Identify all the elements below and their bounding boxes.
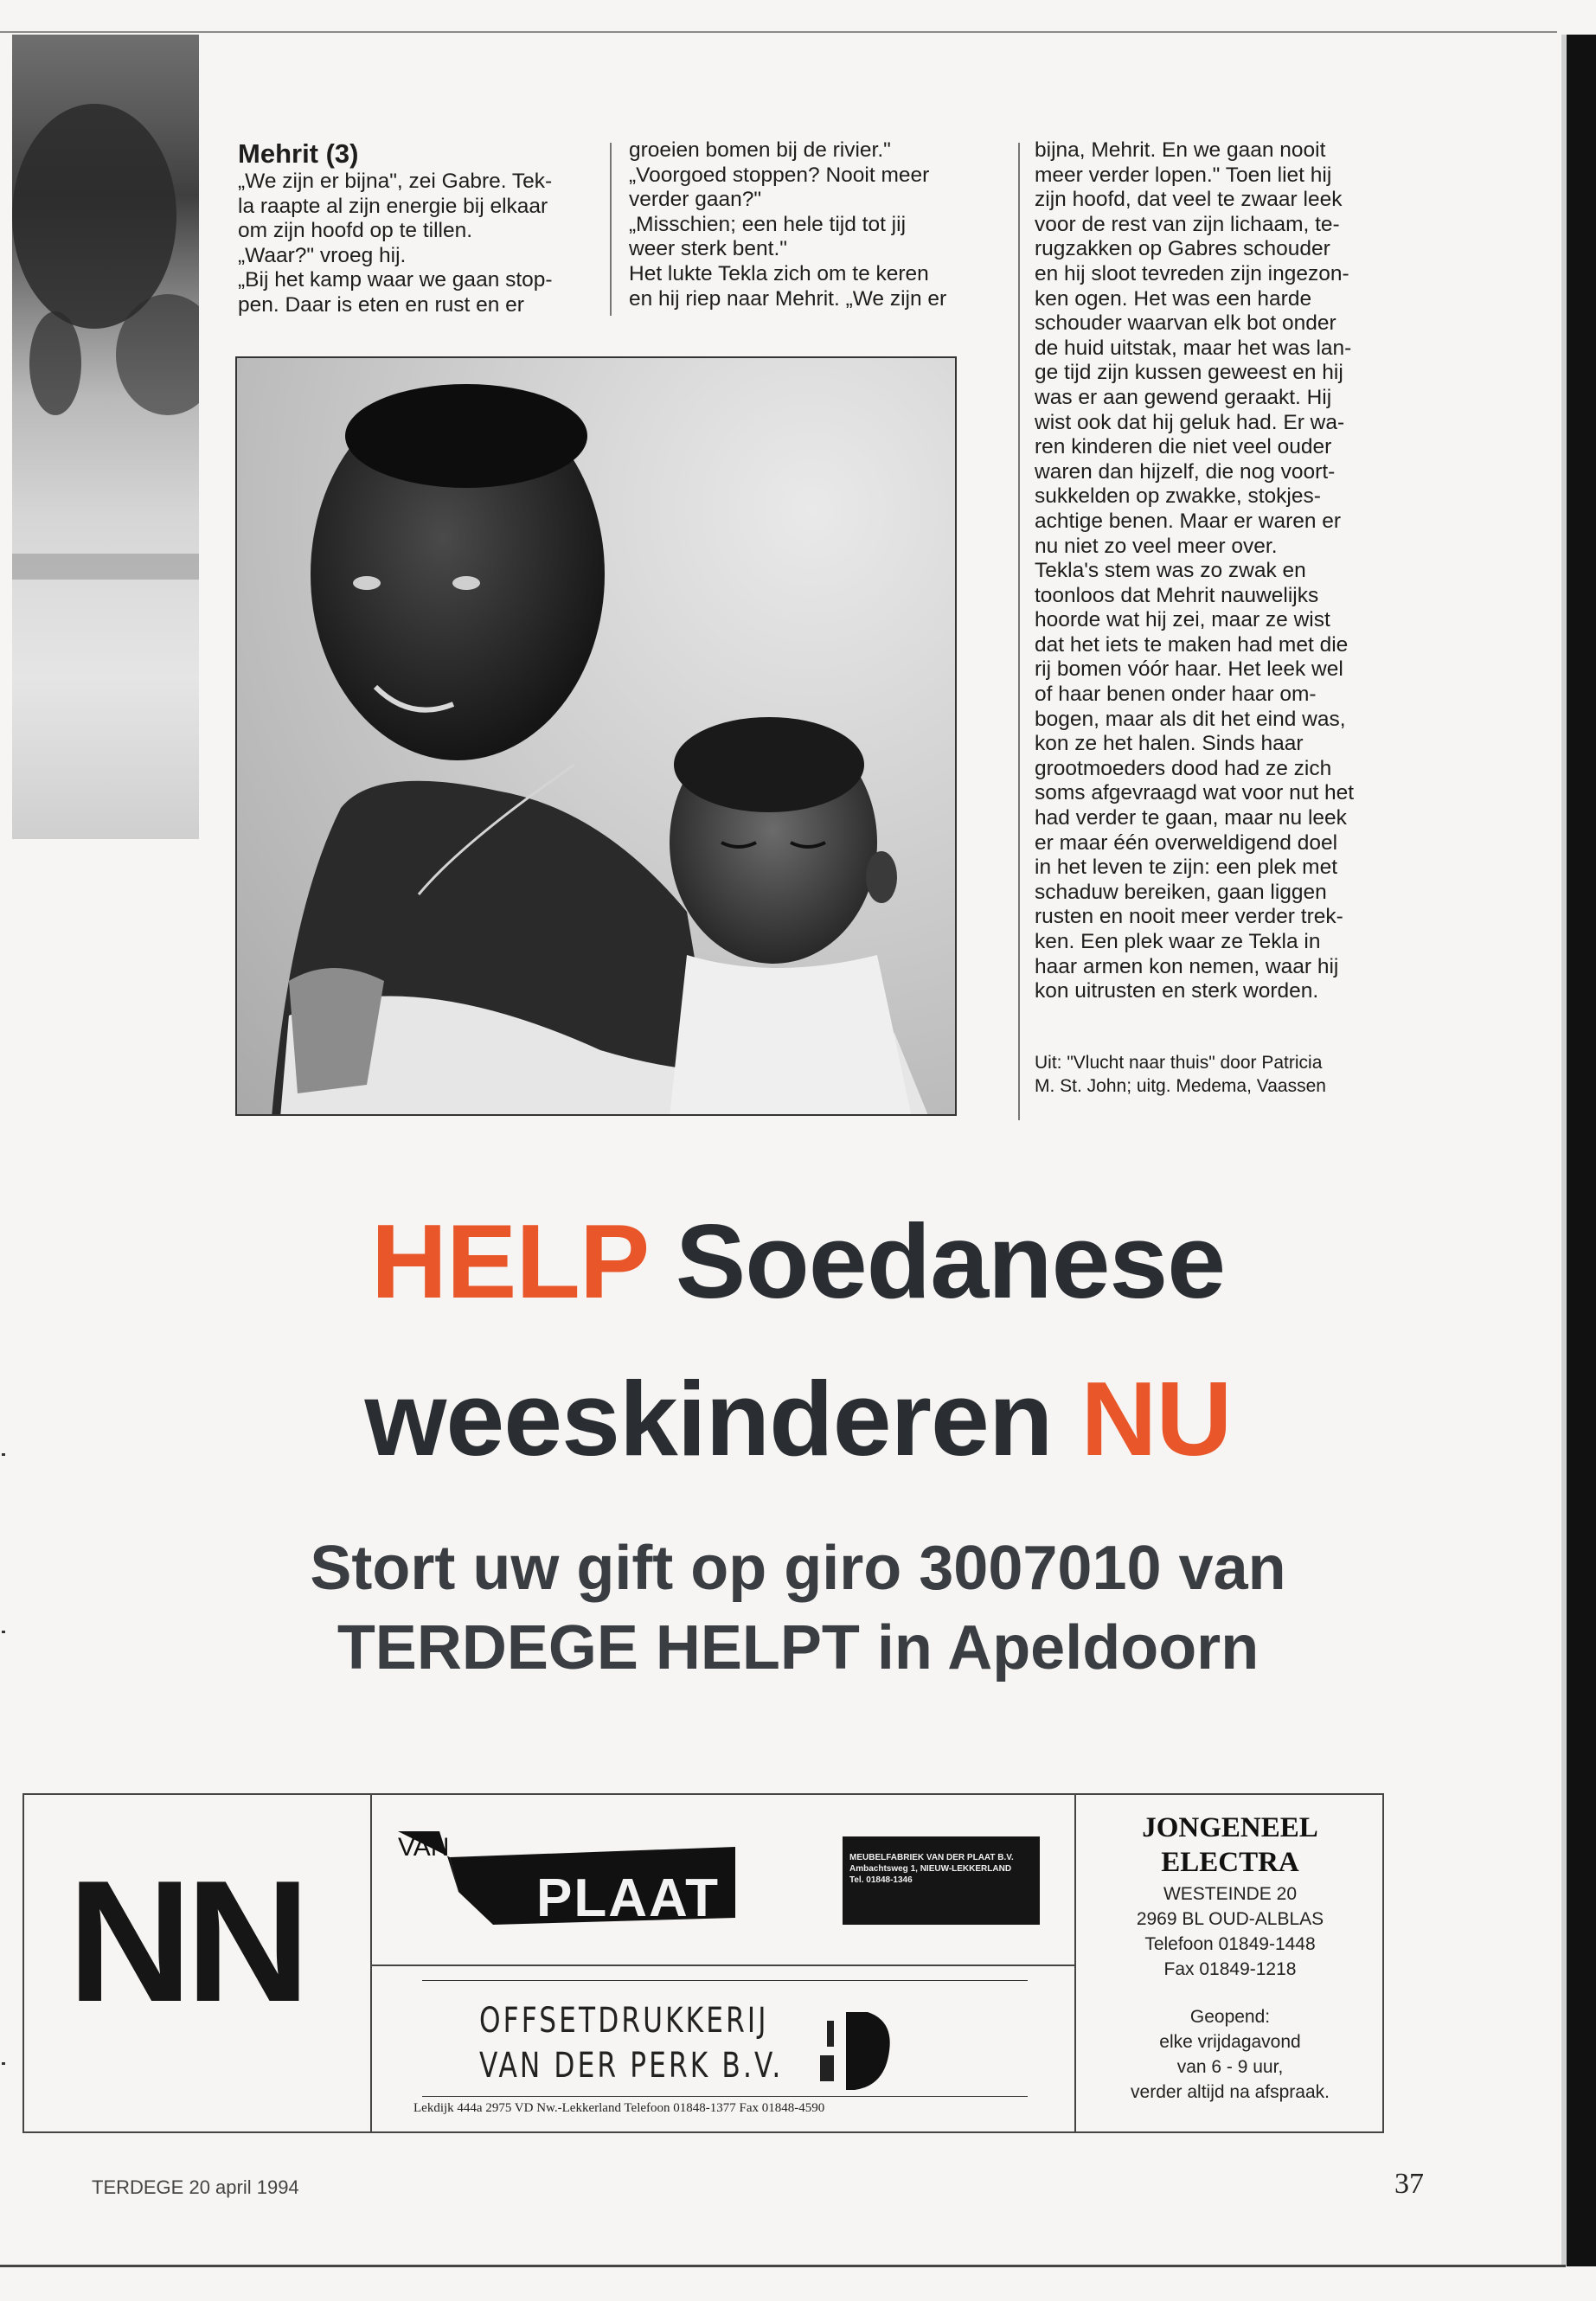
bottom-edge-line: [0, 2265, 1566, 2267]
source-text: Uit: "Vlucht naar thuis" door Patricia M. St. John; uitg. Medema, Vaassen: [1035, 1053, 1326, 1096]
margin-mark: [2, 1453, 5, 1456]
van-der-plaat-logo: [398, 1831, 744, 1926]
plaat-info: MEUBELFABRIEK VAN DER PLAAT B.V. Ambachtsweg 1, NIEUW-LEKKERLAND Tel. 01848-1346: [849, 1853, 1014, 1885]
children-photo: [235, 356, 957, 1116]
nn-logo: NN: [67, 1845, 304, 2038]
margin-mark: [2, 2062, 5, 2065]
plaat-logo-text: PLAAT: [536, 1868, 721, 1926]
headline-line-2: [0, 1358, 1596, 1479]
story-text: groeien bomen bij de rivier." „Voorgoed stoppen? Nooit meer verder gaan?" „Misschien; een hele tijd tot jij weer sterk bent." Het lukte Tekla zich om te keren en hij riep naar Mehrit. „We zijn er: [629, 138, 947, 311]
source-caption: [1035, 1051, 1398, 1098]
riverbank: [12, 554, 199, 580]
ad-van-der-plaat: [370, 1795, 1074, 1966]
jongeneel-name-line-1: JONGENEEL: [1142, 1812, 1318, 1843]
divider-line: [422, 2096, 1028, 2097]
story-column-2: [629, 138, 992, 311]
margin-mark: [2, 1631, 5, 1633]
story-text: bijna, Mehrit. En we gaan nooit meer verder lopen." Toen liet hij zijn hoofd, dat veel te zwaar leek voor de rest van zijn lichaam, te- rugzakken op Gabres schouder en hij sloot tevreden zijn ingezon- ken ogen. Het was een harde schouder waarvan elk bot onder de huid uitstak, maar het was lan- ge tijd zijn kussen geweest en hij was er aan gewend geraakt. Hij wist ook dat hij geluk had. Er wa- ren kinderen die niet veel ouder waren dan hijzelf, die nog voort- sukkelden op zwakke, stokjes- achtige benen. Maar er waren er nu niet zo veel meer over. Tekla's stem was zo zwak en toonloos dat Mehrit nauwelijks hoorde wat hij zei, maar ze wist dat het iets te maken had met die rij bomen vóór haar. Het leek wel of haar benen onder haar om- bogen, maar als dit het eind was, kon ze het halen. Sinds haar grootmoeders dood had ze zich soms afgevraagd wat voor nut het had verder te gaan, maar nu leek er maar één overweldigend doel in het leven te zijn: een plek met schaduw bereiken, gaan liggen rusten en nooit meer verder trek- ken. Een plek waar ze Tekla in haar armen kon nemen, waar hij kon uitrusten en sterk worden.: [1035, 138, 1355, 1003]
story-column-1: [238, 138, 593, 318]
column-divider: [1018, 143, 1020, 1120]
jongeneel-hours: Geopend: elke vrijdagavond van 6 - 9 uur, verder altijd na afspraak.: [1131, 2007, 1330, 2102]
top-edge-line: [0, 31, 1557, 33]
page-edge: [1567, 35, 1596, 2266]
plaat-info-box: [843, 1836, 1040, 1925]
jongeneel-name: [1076, 1811, 1384, 1880]
tree-shape: [29, 311, 81, 415]
story-column-3: [1035, 138, 1398, 1004]
organisation-line: TERDEGE HELPT in Apeldoorn: [337, 1613, 1259, 1682]
jongeneel-name-line-2: ELECTRA: [1161, 1847, 1299, 1878]
headline-help: HELP: [370, 1202, 648, 1320]
plaat-logo-top: VAN: [398, 1833, 450, 1862]
story-title: Mehrit (3): [238, 138, 359, 169]
perk-logo-mark: [820, 2012, 898, 2090]
headline-nu: NU: [1080, 1360, 1232, 1477]
giro-line: Stort uw gift op giro 3007010 van: [310, 1534, 1286, 1603]
divider-line: [422, 1980, 1028, 1981]
column-divider: [610, 143, 612, 316]
ad-nn: [24, 1795, 372, 2131]
perk-name-line-1: OFFSETDRUKKERIJ: [479, 2001, 769, 2041]
advertisement-block: [22, 1793, 1384, 2133]
jongeneel-address: WESTEINDE 20 2969 BL OUD-ALBLAS Telefoon 01849-1448 Fax 01849-1218: [1136, 1884, 1324, 1979]
children-illustration: [237, 358, 957, 1116]
headline-weeskinderen: weeskinderen: [364, 1360, 1081, 1477]
tree-shape: [12, 104, 176, 329]
ad-jongeneel-electra: [1074, 1795, 1384, 2131]
headline-soedanese: Soedanese: [647, 1202, 1226, 1320]
publication-footer: TERDEGE 20 april 1994: [92, 2176, 299, 2198]
headline-line-1: [0, 1201, 1596, 1322]
perk-name-line-2: VAN DER PERK B.V.: [479, 2046, 784, 2086]
perk-address: Lekdijk 444a 2975 VD Nw.-Lekkerland Telefoon 01848-1377 Fax 01848-4590: [413, 2101, 825, 2115]
story-text: „We zijn er bijna", zei Gabre. Tek- la raapte al zijn energie bij elkaar om zijn hoofd op te tillen. „Waar?" vroeg hij. „Bij het kamp waar we gaan stop- pen. Daar is eten en rust en er: [238, 170, 553, 317]
page-number: 37: [1394, 2168, 1424, 2200]
ad-van-der-perk: [370, 1965, 1074, 2131]
landscape-photo: [12, 35, 199, 839]
